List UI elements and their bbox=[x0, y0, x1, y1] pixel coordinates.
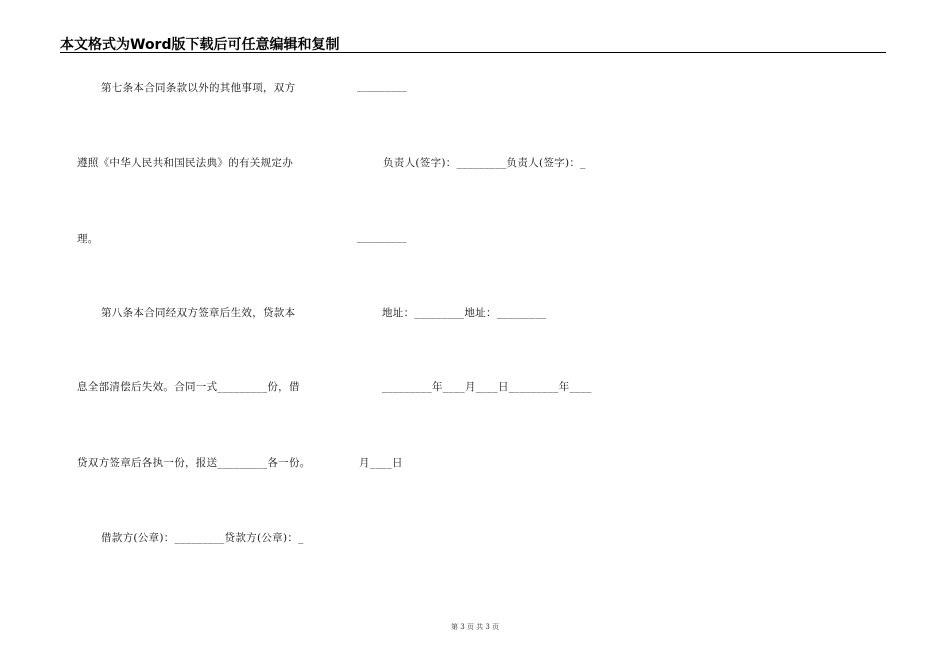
left-line-3: 理。 bbox=[77, 233, 99, 245]
left-line-1: 第七条本合同条款以外的其他事项，双方 bbox=[101, 82, 296, 94]
right-line-5: _________年____月____日_________年____ bbox=[382, 381, 592, 393]
left-line-6: 贷双方签章后各执一份，报送_________各一份。 bbox=[77, 457, 311, 469]
left-line-5: 息全部清偿后失效。合同一式_________份，借 bbox=[77, 381, 300, 393]
header-divider bbox=[60, 52, 886, 53]
left-line-2: 遵照《中华人民共和国民法典》的有关规定办 bbox=[77, 157, 293, 169]
page-number-footer: 第 3 页 共 3 页 bbox=[450, 623, 500, 631]
right-line-1: _________ bbox=[357, 80, 407, 92]
right-line-3: _________ bbox=[357, 231, 407, 243]
right-line-6: 月____日 bbox=[359, 457, 403, 469]
right-line-2: 负责人(签字)：_________负责人(签字)：_ bbox=[383, 157, 586, 169]
right-line-4: 地址：_________地址：_________ bbox=[382, 307, 547, 319]
document-header-title: 本文格式为Word版下载后可任意编辑和复制 bbox=[60, 37, 340, 53]
left-line-4: 第八条本合同经双方签章后生效，贷款本 bbox=[101, 307, 296, 319]
left-line-7: 借款方(公章)：_________贷款方(公章)：_ bbox=[101, 532, 304, 544]
